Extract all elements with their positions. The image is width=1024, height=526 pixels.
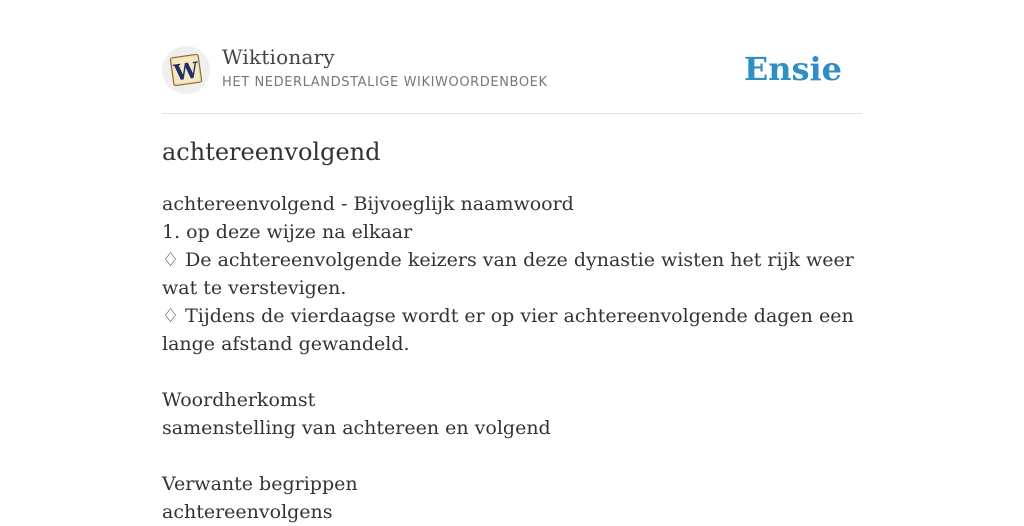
svg-text:W: W [172, 57, 201, 87]
related-heading: Verwante begrippen [162, 473, 358, 495]
entry-content [162, 190, 862, 526]
page-title: achtereenvolgend [162, 138, 381, 166]
header [162, 0, 862, 114]
spacer [162, 358, 862, 386]
source-logo[interactable] [162, 46, 210, 94]
spacer [162, 442, 862, 470]
definition-header: achtereenvolgend - Bijvoeglijk naamwoord [162, 193, 574, 215]
source-subtitle: HET NEDERLANDSTALIGE WIKIWOORDENBOEK [222, 75, 548, 90]
page-container [162, 0, 862, 523]
source-name[interactable]: Wiktionary [222, 45, 335, 69]
related-term[interactable]: achtereenvolgens [162, 501, 333, 523]
example-sentence: ♢ De achtereenvolgende keizers van deze dynastie wisten het rijk weer wat te verstevigen. [162, 249, 854, 299]
definition-item: 1. op deze wijze na elkaar [162, 221, 413, 243]
wiktionary-w-icon [167, 51, 205, 89]
etymology-text: samenstelling van achtereen en volgend [162, 417, 551, 439]
etymology-heading: Woordherkomst [162, 389, 316, 411]
example-sentence: ♢ Tijdens de vierdaagse wordt er op vier achtereenvolgende dagen een lange afstand gewandeld. [162, 305, 854, 355]
ensie-logo-link[interactable]: Ensie [743, 50, 842, 88]
